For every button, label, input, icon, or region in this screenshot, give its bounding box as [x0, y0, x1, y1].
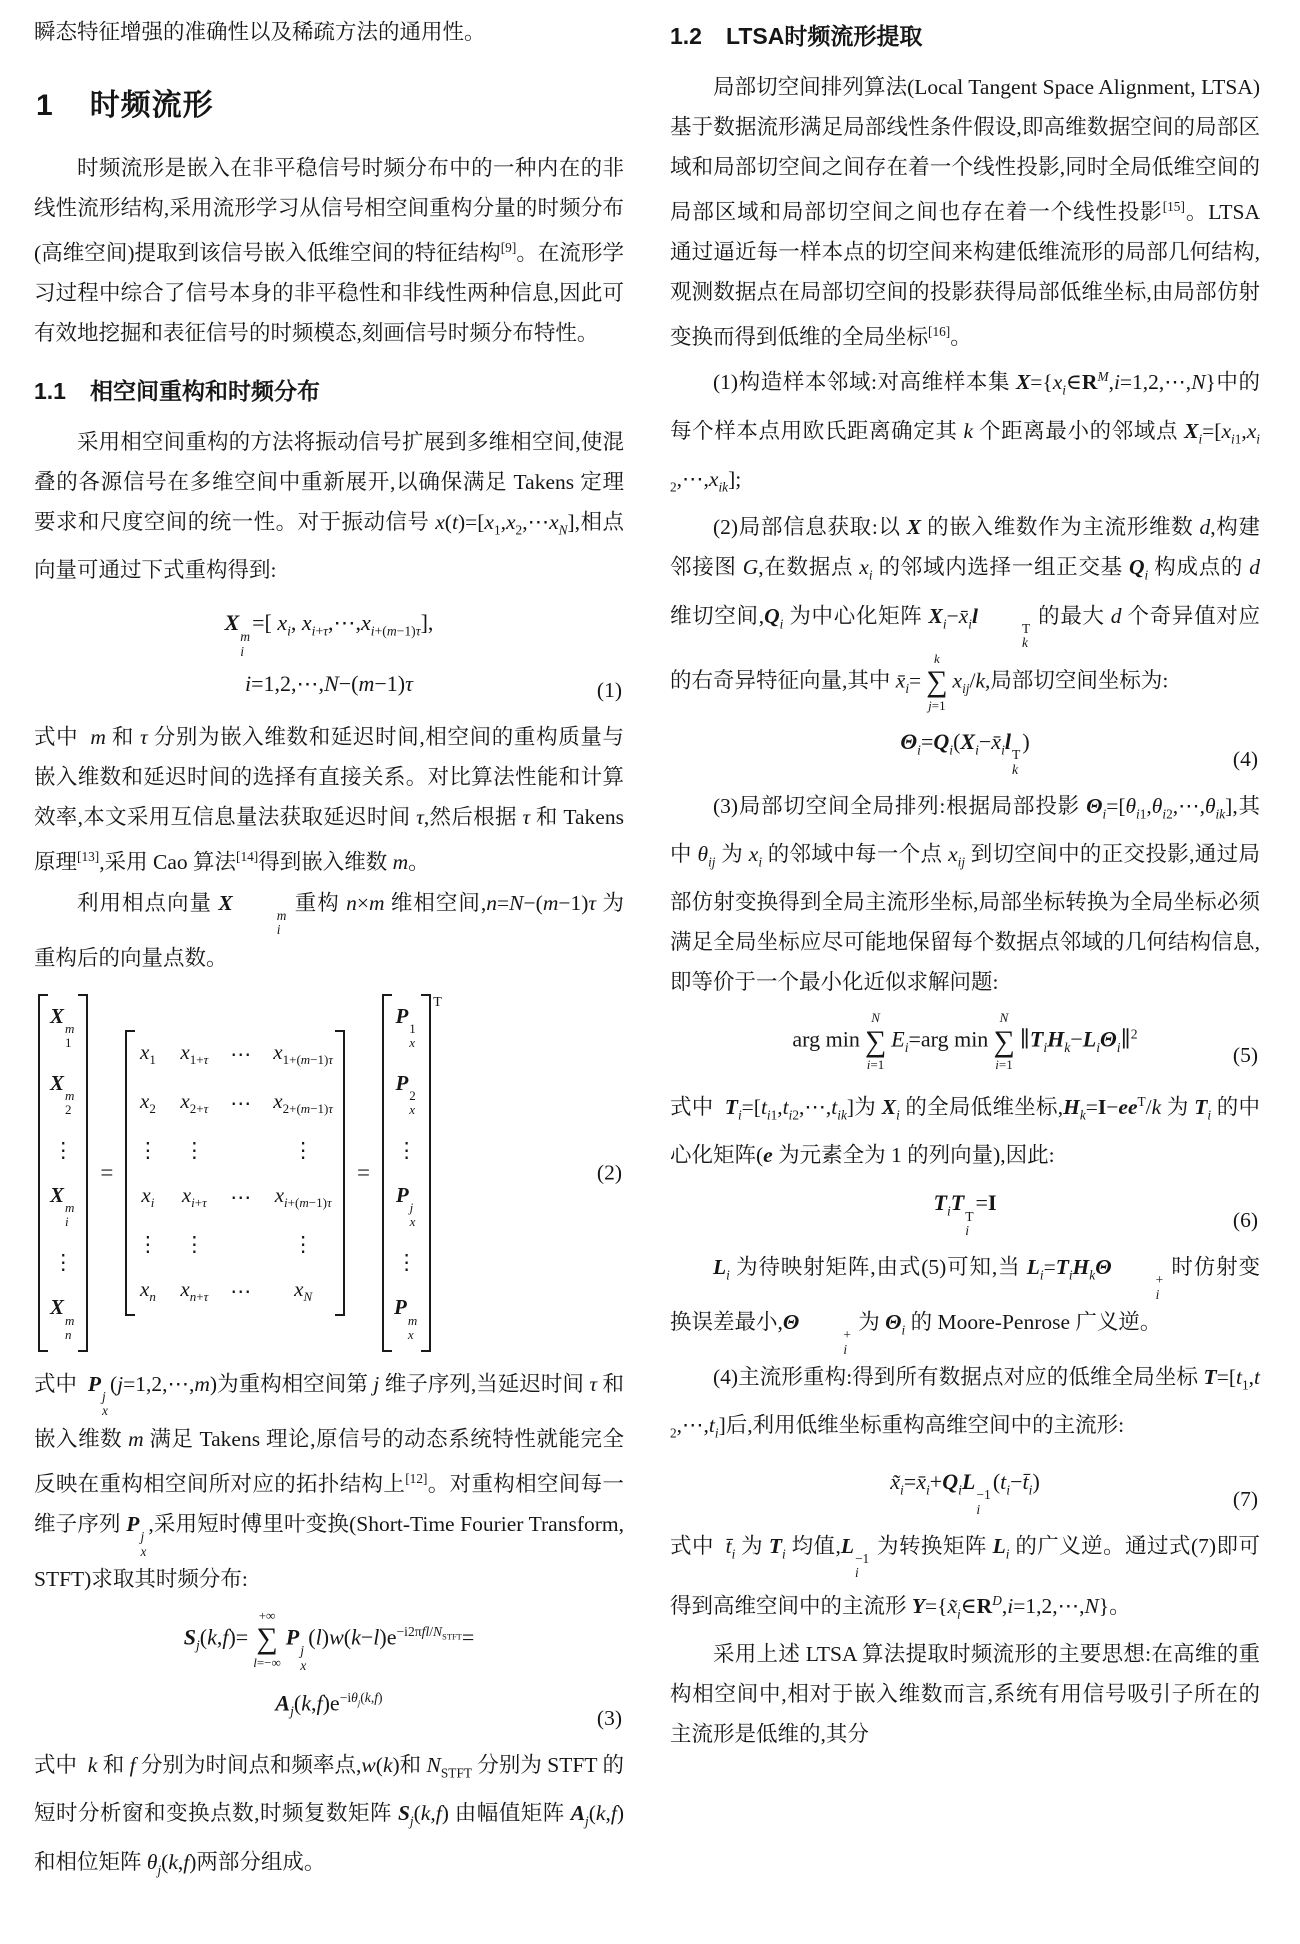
matrix-cell: ⋯ — [230, 1185, 252, 1210]
para-embedding-delay: 式中 m 和 τ 分别为嵌入维数和延迟时间,相空间的重构质量与嵌入维数和延迟时间的选择有直接关系。对比算法性能和计算效率,本文采用互信息量法获取延迟时间 τ,然后根据 τ 和 Takens 原理[13],采用 Cao 算法[14]得到嵌入维数 m。 — [34, 725, 624, 875]
matrix-cell: ⋮ — [183, 1138, 205, 1163]
matrix-cell: X m 1 — [50, 1003, 75, 1050]
para-phase-point-vector: 利用相点向量 X m i 重构 n×m 维相空间,n=N−(m−1)τ 为重构后的向量点数。 — [34, 890, 624, 970]
equation-number: (1) — [596, 678, 622, 703]
matrix-cell: $x_N$ — [294, 1277, 313, 1305]
section-1-title: 时频流形 — [89, 89, 214, 122]
para-step2-local-info: (2)局部信息获取:以 X 的嵌入维数作为主流形维数 d,构建邻接图 G,在数据点 $x_i$ 的邻域内选择一组正交基 $Q_i$ 构成点的 d 维切空间$,Q_i$ 为中心化矩阵 $X_i-x̄_il$ T k 的最大 d 个奇异值对应的右奇异特征向量,其中 $x̄_i=$ k ∑ j=1 $x_{ij}/k$,局部切空间坐标为: — [670, 515, 1260, 713]
equation-7 — [670, 1462, 1260, 1518]
matrix-cell: $x_n$ — [139, 1277, 156, 1305]
matrix-cell: X m i — [50, 1183, 75, 1230]
equation-7-body: $x̃_i=x̄_i+Q_iL$ −1 i $(t_i-t̄_i)$ — [890, 1468, 1040, 1517]
para-step1-neighborhood: (1)构造样本邻域:对高维样本集 $X=\{x_i\in R^M,i=1,2,\cdots,N\}$中的每个样本点用欧氏距离确定其 k 个距离最小的邻域点 $X_i=[x_{i1},x_{i2},\cdots,x_{ik}]$; — [670, 369, 1260, 495]
equation-6 — [670, 1183, 1260, 1239]
matrix-cell: ⋮ — [137, 1138, 159, 1163]
para-ltsa-intro: 局部切空间排列算法(Local Tangent Space Alignment, LTSA)基于数据流形满足局部线性条件假设,即高维数据空间的局部区域和局部切空间之间存在着一个线性投影,同时全局低维空间的局部区域和局部切空间之间也存在着一个线性投影[15]。LTSA 通过逼近每一样本点的切空间来构建低维流形的局部几何结构,观测数据点在局部切空间的投影获得局部低维坐标,由局部仿射变换而得到低维的全局坐标[16]。 — [670, 75, 1260, 350]
para-stft-terms: 式中 k 和 f 分别为时间点和频率点,w(k)和 $N_{STFT}$ 分别为 STFT 的短时分析窗和变换点数,时频复数矩阵 $S_j(k,f)$ 由幅值矩阵 $A_j(k,f)$ 和相位矩阵 $\theta_j(k,f)$两部分组成。 — [34, 1753, 624, 1877]
left-column — [34, 12, 624, 1944]
equation-number: (5) — [1232, 1042, 1258, 1067]
section-1-1-heading — [34, 373, 624, 406]
equation-2 — [34, 994, 624, 1352]
equation-number: (4) — [1232, 746, 1258, 771]
equation-number: (7) — [1232, 1486, 1258, 1511]
matrix-cell: ⋯ — [230, 1041, 252, 1066]
matrix-cell: $x_1$ — [139, 1039, 156, 1067]
section-1-2-number: 1.2 — [670, 23, 702, 49]
section-1-heading — [36, 80, 624, 124]
matrix-cell: $x_i$ — [141, 1183, 155, 1211]
section-1-number: 1 — [36, 89, 54, 122]
matrix-cell: P m x — [394, 1295, 418, 1342]
section-1-2-title: LTSA时频流形提取 — [725, 23, 923, 49]
matrix-cell: ⋮ — [52, 1250, 74, 1275]
matrix-cell: X m n — [50, 1295, 75, 1342]
equals-sign: = — [100, 1159, 114, 1185]
matrix-cell: ⋮ — [292, 1232, 314, 1257]
para-mapping-matrix: $L_i$ 为待映射矩阵,由式(5)可知,当 $L_i=T_iH_k\Theta$ + i 时仿射变换误差最小,Θ + i 为 $\Theta_i$ 的 Moore-Penrose 广义逆。 — [670, 1254, 1260, 1357]
matrix-cell: ⋮ — [292, 1138, 314, 1163]
matrix-cell: X m 2 — [50, 1070, 75, 1117]
matrix-cell: $x_{n+\tau}$ — [180, 1277, 209, 1305]
matrix-cell: $x_{1+\tau}$ — [180, 1039, 209, 1067]
equation-4-body: $\Theta_i=Q_i(X_i-x̄_il$ T k ) — [900, 728, 1030, 778]
equation-1-line2: i=1,2,⋯,N−(m−1)τ — [245, 671, 413, 697]
equals-sign: = — [357, 1159, 371, 1185]
x-column-vector — [38, 994, 88, 1352]
right-column — [670, 12, 1260, 1944]
section-1-2-heading — [670, 18, 1260, 51]
matrix-cell: P 2 x — [395, 1070, 416, 1117]
matrix-cell: P 1 x — [395, 1003, 416, 1050]
para-phase-space-reconstruction: 采用相空间重构的方法将振动信号扩展到多维相空间,使混叠的各源信号在多维空间中重新展开,以确保满足 Takens 定理要求和尺度空间的统一性。对于振动信号 $x(t)=[x_1,x_2,\cdots x_N]$,相点向量可通过下式重构得到: — [34, 430, 624, 583]
para-subsequence-stft: 式中 P j x (j=1,2,⋯,m)为重构相空间第 j 维子序列,当延迟时间 τ 和嵌入维数 m 满足 Takens 理论,原信号的动态系统特性就能完全反映在重构相空间所对应的拓扑结构上[12]。对重构相空间每一维子序列 P j x ,采用短时傅里叶变换(Short-Time Fourier Transform,STFT)求取其时频分布: — [34, 1371, 624, 1591]
para-step3-alignment: (3)局部切空间全局排列:根据局部投影 $\Theta_i=[\theta_{i1},\theta_{i2},\cdots,\theta_{ik}]$,其中 $\theta_{ij}$ 为 $x_i$ 的邻域中每一个点 $x_{ij}$ 到切空间中的正交投影,通过局部仿射变换得到全局主流形坐标,局部坐标转换为全局坐标必须满足全局坐标应尽可能地保留每个数据点邻域的几何结构信息,即等价于一个最小化近似求解问题: — [670, 793, 1260, 995]
para-global-coords: 式中 $T_i=[t_{i1},t_{i2},\cdots,t_{ik}]$为 $X_i$ 的全局低维坐标$,H_k=I-ee^T/k$ 为 $T_i$ 的中心化矩阵(e 为元素全为 1 的列向量),因此: — [670, 1093, 1260, 1167]
matrix-cell: ⋯ — [230, 1279, 252, 1304]
para-tf-manifold-intro: 时频流形是嵌入在非平稳信号时频分布中的一种内在的非线性流形结构,采用流形学习从信号相空间重构分量的时频分布(高维空间)提取到该信号嵌入低维空间的特征结构[9]。在流形学习过程中综合了信号本身的非平稳性和非线性两种信息,因此可有效地挖掘和表征信号的时频模态,刻画信号时频分布特性。 — [34, 156, 624, 346]
transpose-symbol: T — [433, 994, 442, 1010]
matrix-cell: $x_{i+(m-1)\tau}$ — [274, 1183, 332, 1211]
matrix-cell: P j x — [395, 1183, 416, 1230]
para-step4-reconstruction: (4)主流形重构:得到所有数据点对应的低维全局坐标 $T=[t_1,t_2,\cdots,t_i]$后,利用低维坐标重构高维空间中的主流形: — [670, 1365, 1260, 1441]
equation-number: (3) — [596, 1706, 622, 1731]
equation-3-line1: $S_j(k,f)=$ +∞ ∑ l=−∞ P j x $(l)w(k-l)e^{-i2\pi fl/N_{STFT}}=$ — [183, 1607, 475, 1673]
matrix-cell: ⋮ — [137, 1232, 159, 1257]
para-ltsa-main-idea: 采用上述 LTSA 算法提取时频流形的主要思想:在高维的重构相空间中,相对于嵌入维数而言,系统有用信号吸引子所在的主流形是低维的,其分 — [670, 1642, 1260, 1747]
para-carryover: 瞬态特征增强的准确性以及稀疏方法的通用性。 — [34, 20, 486, 44]
section-1-1-title: 相空间重构和时频分布 — [89, 378, 320, 405]
equation-5 — [670, 1010, 1260, 1073]
matrix-cell: ⋮ — [183, 1232, 205, 1257]
equation-1-line1: X m i =[ $x_i$, $x_{i+\tau},\cdots,x_{i+(m-1)\tau}$], — [224, 610, 434, 659]
matrix-cell: $x_{2+(m-1)\tau}$ — [273, 1088, 334, 1117]
equation-number: (6) — [1232, 1207, 1258, 1232]
phase-space-matrix — [125, 1030, 345, 1316]
equation-5-body: arg min N ∑ i=1 $E_i=arg$ min N ∑ i=1 $\parallel T_iH_k-L_i\Theta_i\parallel^2$ — [792, 1010, 1138, 1073]
matrix-cell: ⋮ — [396, 1250, 418, 1275]
equation-3 — [34, 1607, 624, 1737]
matrix-cell: ⋮ — [52, 1138, 74, 1163]
matrix-cell: ⋮ — [396, 1138, 418, 1163]
equation-number: (2) — [596, 1160, 622, 1185]
p-column-vector-transposed — [382, 994, 442, 1352]
section-1-1-number: 1.1 — [34, 378, 66, 405]
matrix-cell: $x_{2+\tau}$ — [180, 1088, 209, 1117]
matrix-cell: $x_{i+\tau}$ — [181, 1183, 207, 1211]
matrix-cell: ⋯ — [230, 1090, 252, 1115]
matrix-cell: $x_{1+(m-1)\tau}$ — [273, 1039, 334, 1067]
matrix-cell: $x_2$ — [139, 1088, 156, 1117]
equation-6-body: $T_iT$ T i =I — [933, 1189, 997, 1239]
equation-3-line2: $A_j(k,f)e^{-i\theta_j(k,f)}$ — [275, 1690, 383, 1720]
equation-4 — [670, 722, 1260, 778]
para-generalized-inverse: 式中 $t̄_i$ 为 $T_i$ 均值,L −1 i 为转换矩阵 $L_i$ 的广义逆。通过式(7)即可得到高维空间中的主流形 $Y=\{x̃_i\in R^D,i=1,2,\cdots,N\}$。 — [670, 1533, 1260, 1622]
equation-1 — [34, 598, 624, 709]
